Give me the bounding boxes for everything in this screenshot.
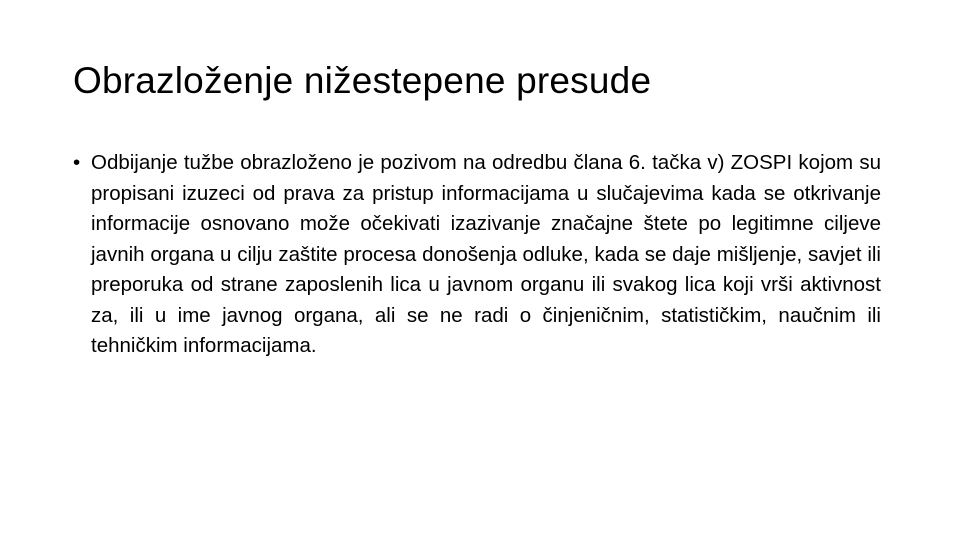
slide-title: Obrazloženje nižestepene presude <box>73 60 652 101</box>
bullet-item <box>73 148 881 362</box>
bullet-marker: • <box>73 151 81 174</box>
bullet-text: Odbijanje tužbe obrazloženo je pozivom na odredbu člana 6. tačka v) ZOSPI kojom su propisani izuzeci od prava za pristup informacijama u slučajevima kada se otkrivanje informacije osnovano može očekivati izazivanje značajne štete po legitimne ciljeve javnih organa u cilju zaštite procesa donošenja odluke, kada se daje mišljenje, savjet ili preporuka od strane zaposlenih lica u javnom organu ili svakog lica koji vrši aktivnost za, ili u ime javnog organa, ali se ne radi o činjeničnim, statističkim, naučnim ili tehničkim informacijama. <box>91 151 881 357</box>
slide-content <box>73 148 881 362</box>
